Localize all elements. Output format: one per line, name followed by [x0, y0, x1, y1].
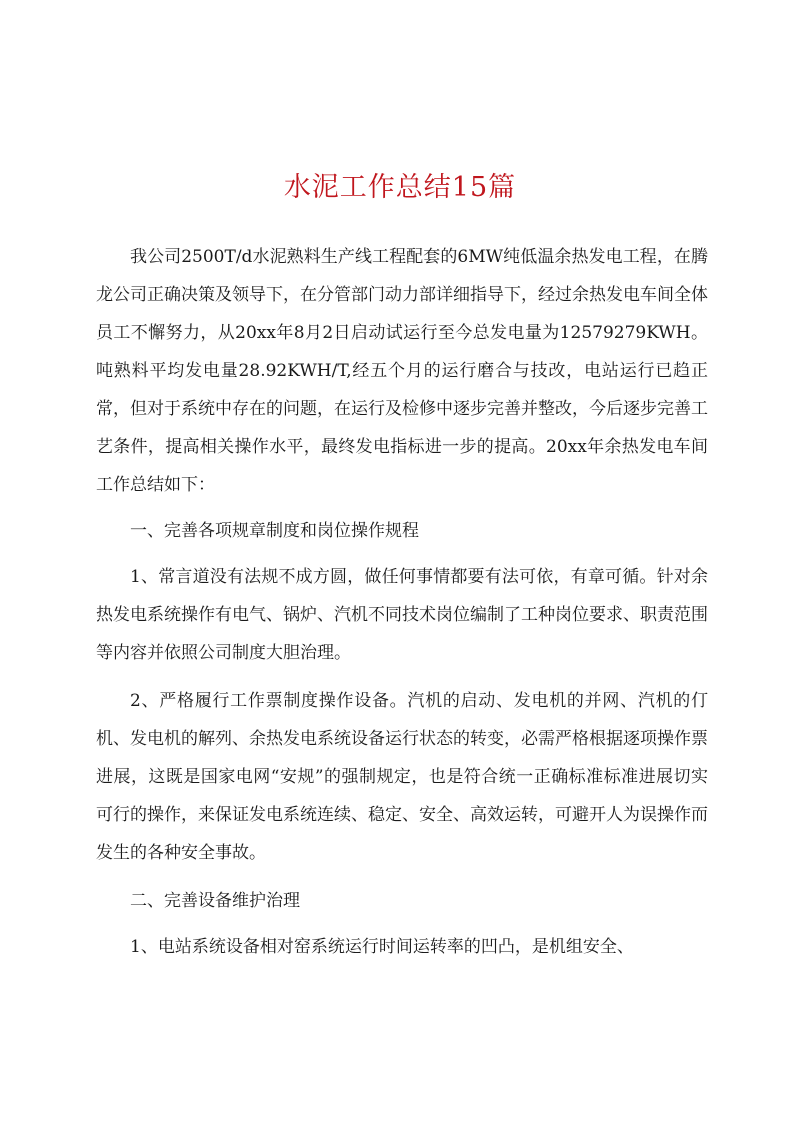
paragraph-work-ticket: 2、严格履行工作票制度操作设备。汽机的启动、发电机的并网、汽机的仃机、发电机的解列、余热发电系统设备运行状态的转变，必需严格根据逐项操作票进展，这既是国家电网“安规”的强制规定，也是符合统一正确标准标准进展切实可行的操作，来保证发电系统连续、稳定、安全、高效运转，可避开人为误操作而发生的各种安全事故。	[96, 691, 708, 863]
paragraph-rules: 1、常言道没有法规不成方圆，做任何事情都要有法可依，有章可循。针对余热发电系统操作有电气、锅炉、汽机不同技术岗位编制了工种岗位要求、职责范围等内容并依照公司制度大胆治理。	[96, 567, 708, 663]
section-heading-1: 一、完善各项规章制度和岗位操作规程	[130, 521, 419, 541]
document-title: 水泥工作总结15篇	[283, 172, 517, 203]
document-body	[96, 238, 708, 966]
intro-paragraph: 我公司2500T/d水泥熟料生产线工程配套的6MW纯低温余热发电工程，在腾龙公司正确决策及领导下，在分管部门动力部详细指导下，经过余热发电车间全体员工不懈努力，从20xx年8月2日启动试运行至今总发电量为12579279KWH。吨熟料平均发电量28.92KWH/T,经五个月的运行磨合与技改，电站运行已趋正常，但对于系统中存在的问题，在运行及检修中逐步完善并整改，今后逐步完善工艺条件，提高相关操作水平，最终发电指标进一步的提高。20xx年余热发电车间工作总结如下：	[96, 247, 708, 495]
paragraph-maintenance: 1、电站系统设备相对窑系统运行时间运转率的凹凸，是机组安全、	[130, 937, 634, 957]
section-heading-2: 二、完善设备维护治理	[130, 891, 300, 911]
